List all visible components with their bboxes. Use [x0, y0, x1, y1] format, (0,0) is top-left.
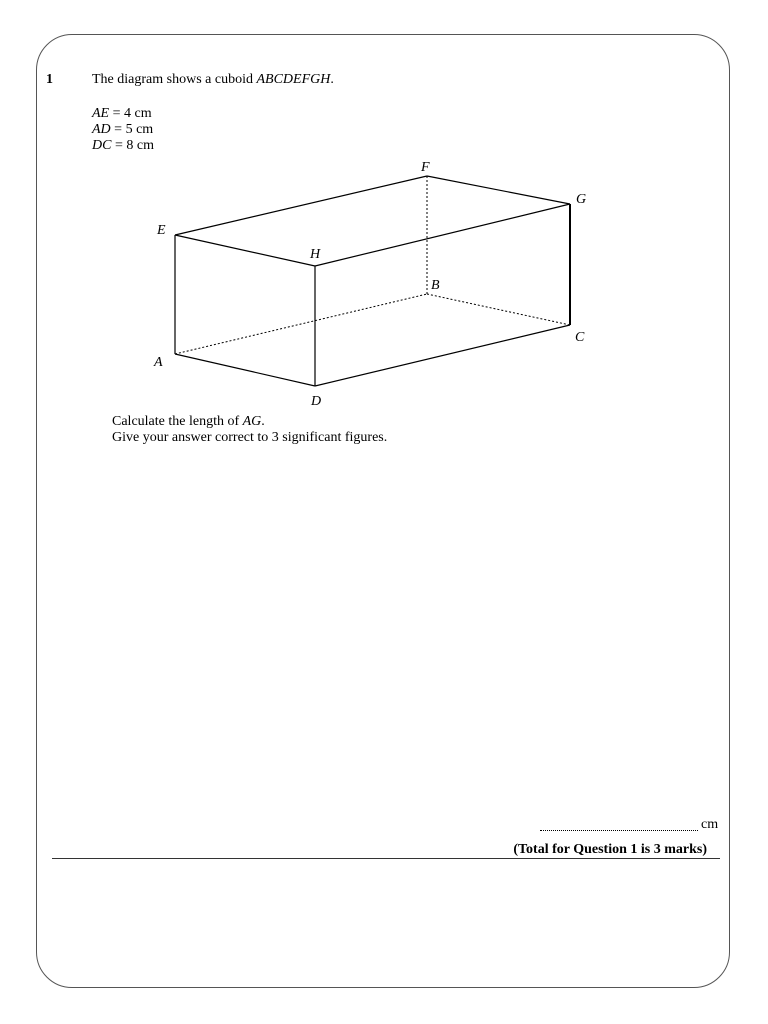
instruction-accuracy: Give your answer correct to 3 significant figures. [112, 430, 388, 445]
vertex-label-h: H [310, 247, 321, 262]
vertex-label-a: A [154, 355, 163, 370]
given-lhs: AD [92, 122, 111, 137]
intro-text: The diagram shows a cuboid [92, 72, 257, 87]
question-instructions [112, 414, 387, 446]
instruction-target-length: AG [242, 414, 262, 429]
question-divider [52, 858, 720, 859]
question-intro [92, 72, 334, 88]
given-lhs: AE [92, 106, 110, 121]
given-lhs: DC [92, 138, 112, 153]
answer-line[interactable] [540, 830, 698, 831]
answer-unit: cm [701, 817, 719, 832]
vertex-label-f: F [421, 160, 430, 175]
instruction-calculate [112, 414, 387, 430]
instruction-text: Calculate the length of [112, 414, 243, 429]
total-marks: (Total for Question 1 is 3 marks) [513, 842, 707, 857]
given-line-ad [92, 122, 154, 138]
vertex-label-g: G [576, 192, 587, 207]
given-measurements [92, 106, 154, 154]
vertex-label-c: C [575, 330, 585, 345]
instruction-end: . [261, 414, 265, 429]
vertex-label-d: D [311, 394, 322, 409]
intro-end: . [330, 72, 334, 87]
given-line-dc [92, 138, 154, 154]
given-rhs: = 8 cm [111, 138, 154, 153]
vertex-label-e: E [157, 223, 166, 238]
given-rhs: = 4 cm [109, 106, 152, 121]
given-line-ae [92, 106, 154, 122]
vertex-label-b: B [431, 278, 440, 293]
intro-shape-name: ABCDEFGH [256, 72, 331, 87]
question-number: 1 [46, 72, 53, 87]
given-rhs: = 5 cm [110, 122, 154, 137]
